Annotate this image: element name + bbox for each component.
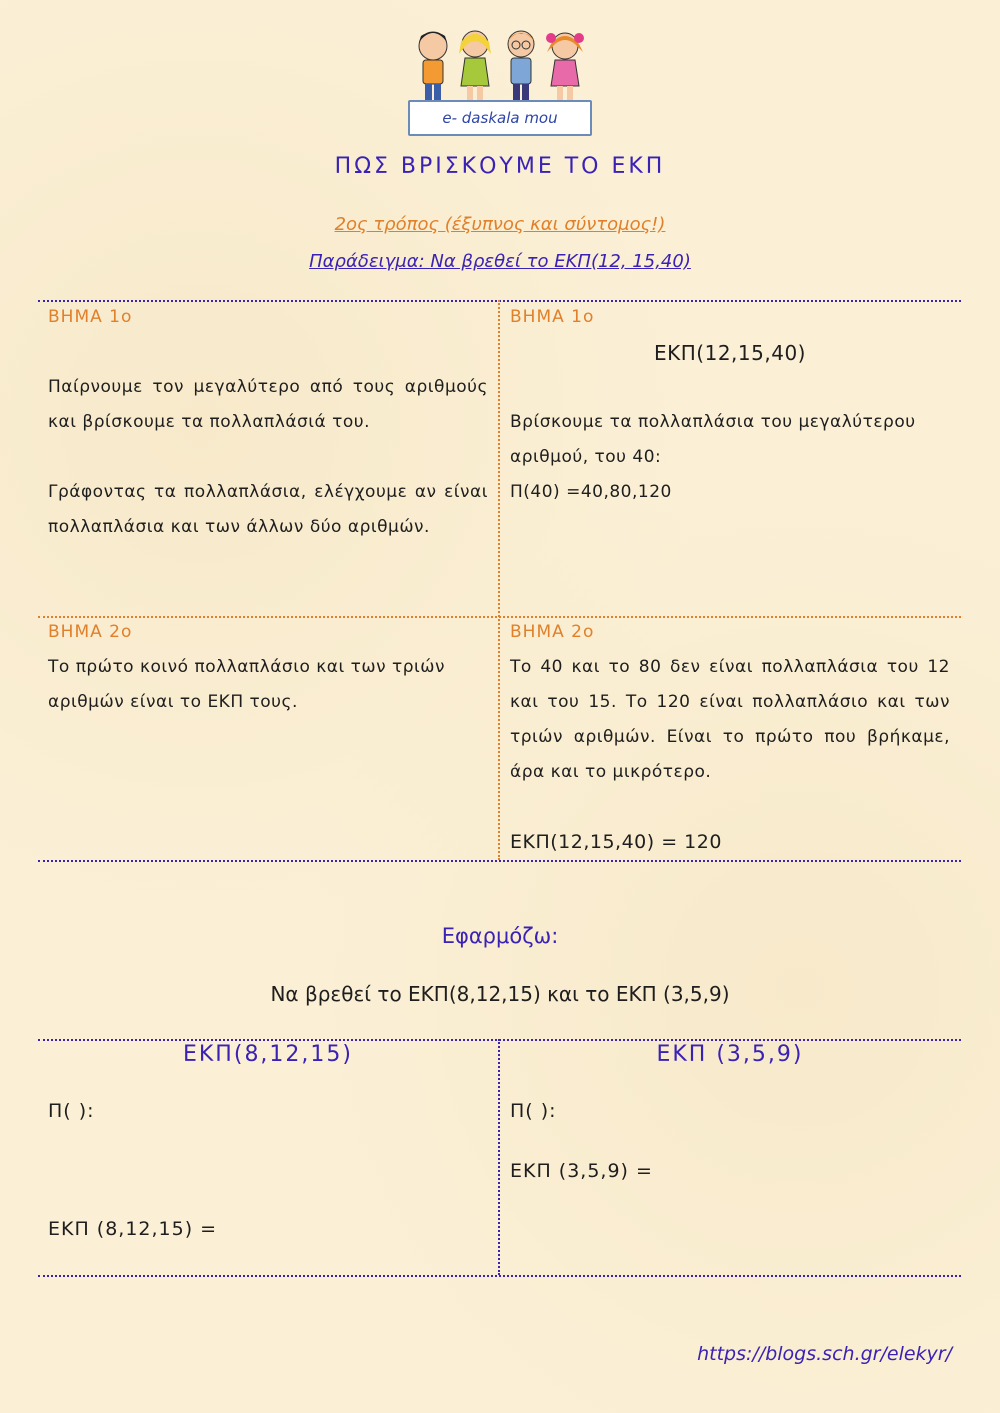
step1-right-text: Βρίσκουμε τα πολλαπλάσια του μεγαλύτερου αριθμού, του 40:	[510, 412, 916, 467]
logo	[405, 24, 593, 140]
exercise-bottom-border	[38, 1275, 961, 1277]
step1-right-label: ΒΗΜΑ 1ο	[510, 307, 595, 327]
step2-left-label: ΒΗΜΑ 2ο	[48, 622, 133, 642]
step2-left-text: Το πρώτο κοινό πολλαπλάσιο και των τριών αριθμών είναι το ΕΚΠ τους.	[48, 657, 446, 712]
footer-url[interactable]: https://blogs.sch.gr/elekyr/	[697, 1343, 952, 1365]
step2-right-label: ΒΗΜΑ 2ο	[510, 622, 595, 642]
apply-task: Να βρεθεί το ΕΚΠ(8,12,15) και το ΕΚΠ (3,5,9)	[270, 982, 730, 1006]
step1-left-text: Παίρνουμε τον μεγαλύτερο από τους αριθμούς και βρίσκουμε τα πολλαπλάσιά του.	[48, 377, 488, 432]
example-subtitle: Παράδειγμα: Να βρεθεί το ΕΚΠ(12, 15,40)	[309, 251, 691, 272]
exercise-right-result: ΕΚΠ (3,5,9) =	[510, 1160, 653, 1182]
step1-left-text2: Γράφοντας τα πολλαπλάσια, ελέγχουμε αν είναι πολλαπλάσια και των άλλων δύο αριθμών.	[48, 482, 488, 537]
exercise-right-heading: ΕΚΠ (3,5,9)	[656, 1042, 804, 1067]
table-vertical-divider	[498, 300, 500, 860]
kids-illustration	[405, 24, 593, 108]
exercise-right-multiples: Π( ):	[510, 1100, 557, 1122]
step1-left-label: ΒΗΜΑ 1ο	[48, 307, 133, 327]
page-title: ΠΩΣ ΒΡΙΣΚΟΥΜΕ ΤΟ ΕΚΠ	[334, 154, 666, 179]
logo-text: e- daskala mou	[408, 100, 592, 136]
step1-right-ekp: ΕΚΠ(12,15,40)	[654, 341, 806, 365]
exercise-vertical-divider	[498, 1039, 500, 1275]
exercise-left-result: ΕΚΠ (8,12,15) =	[48, 1218, 218, 1240]
apply-title: Εφαρμόζω:	[441, 924, 559, 948]
step2-right-result: ΕΚΠ(12,15,40) = 120	[510, 831, 722, 853]
table-bottom-border	[38, 860, 961, 862]
exercise-left-multiples: Π( ):	[48, 1100, 95, 1122]
method-subtitle: 2ος τρόπος (έξυπνος και σύντομος!)	[334, 214, 666, 235]
exercise-left-heading: ΕΚΠ(8,12,15)	[182, 1042, 353, 1067]
step1-right-multiples: Π(40) =40,80,120	[510, 482, 672, 502]
step2-right-text: Το 40 και το 80 δεν είναι πολλαπλάσια του 12 και του 15. Το 120 είναι πολλαπλάσιο και των τριών αριθμών. Είναι το πρώτο που βρήκαμε, άρα και το μικρότερο.	[510, 657, 950, 782]
